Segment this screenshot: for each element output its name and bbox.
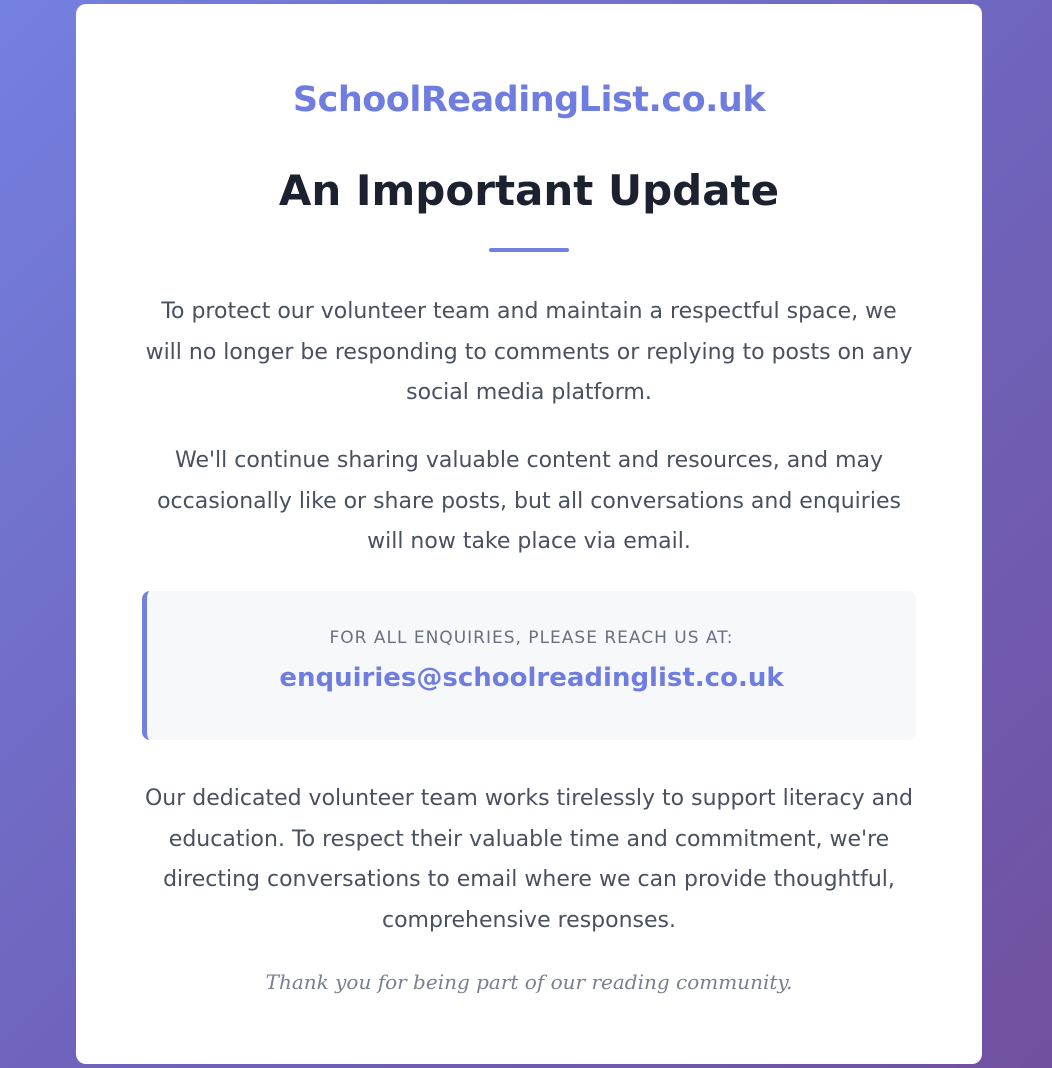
enquiry-box — [142, 591, 916, 740]
site-brand: SchoolReadingList.co.uk — [292, 80, 766, 120]
page-title: An Important Update — [278, 166, 780, 215]
title-divider — [489, 248, 569, 252]
intro-paragraph: To protect our volunteer team and maintain a respectful space, we will no longer be responding to comments or replying to posts on any social media platform. — [145, 299, 913, 405]
continue-paragraph: We'll continue sharing valuable content and resources, and may occasionally like or share posts, but all conversations and enquiries will now take place via email. — [157, 448, 901, 554]
volunteer-paragraph: Our dedicated volunteer team works tirelessly to support literacy and education. To respect their valuable time and commitment, we're directing conversations to email where we can provide thoughtful, comprehensive responses. — [144, 786, 914, 933]
enquiry-email-link[interactable]: enquiries@schoolreadinglist.co.uk — [279, 663, 784, 693]
announcement-card — [76, 4, 982, 1064]
thanks-note: Thank you for being part of our reading community. — [265, 970, 793, 994]
enquiry-label: FOR ALL ENQUIRIES, PLEASE REACH US AT: — [329, 628, 734, 648]
